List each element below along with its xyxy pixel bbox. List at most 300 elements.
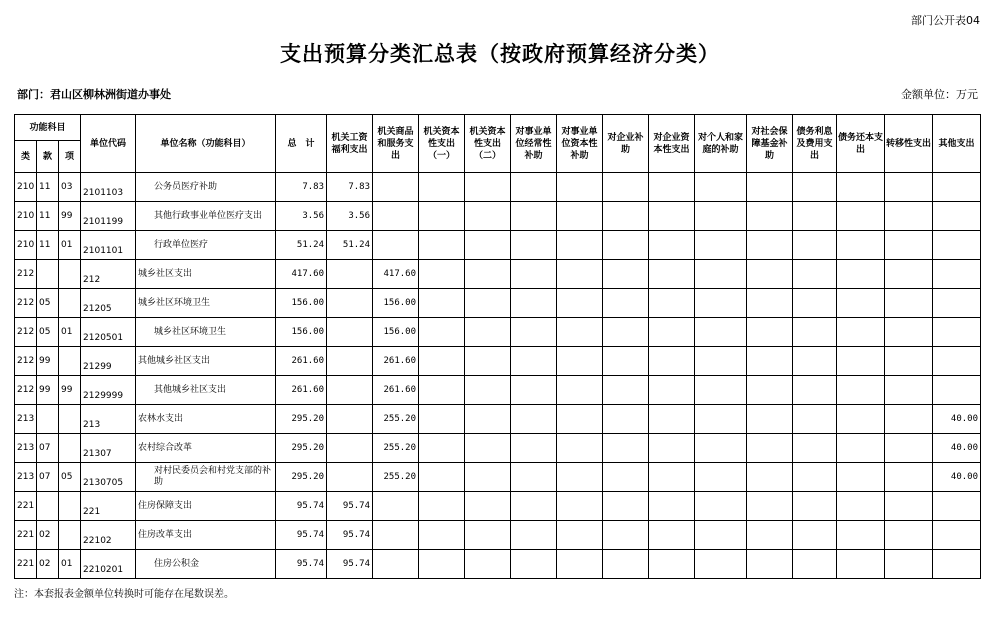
cell-col-1: 3.56 — [327, 202, 373, 231]
cell-col-3 — [419, 231, 465, 260]
cell-col-14 — [933, 202, 981, 231]
cell-col-13 — [885, 202, 933, 231]
cell-col-7 — [603, 231, 649, 260]
cell-col-13 — [885, 434, 933, 463]
cell-col-12 — [837, 434, 885, 463]
cell-xiang: 99 — [59, 202, 81, 231]
cell-col-8 — [649, 173, 695, 202]
cell-col-11 — [793, 202, 837, 231]
table-header — [15, 115, 981, 173]
cell-kuan: 02 — [37, 550, 59, 579]
cell-col-10 — [747, 202, 793, 231]
cell-total: 261.60 — [276, 376, 327, 405]
cell-col-6 — [557, 376, 603, 405]
cell-kuan: 02 — [37, 521, 59, 550]
cell-col-4 — [465, 405, 511, 434]
cell-col-13 — [885, 492, 933, 521]
cell-col-5 — [511, 347, 557, 376]
header-col-12: 债务还本支出 — [837, 115, 885, 173]
cell-col-1: 95.74 — [327, 492, 373, 521]
cell-xiang: 01 — [59, 318, 81, 347]
cell-unit-name: 城乡社区支出 — [136, 260, 276, 289]
cell-kuan: 05 — [37, 289, 59, 318]
cell-col-12 — [837, 202, 885, 231]
cell-col-3 — [419, 318, 465, 347]
cell-col-12 — [837, 463, 885, 492]
cell-col-13 — [885, 173, 933, 202]
cell-col-11 — [793, 463, 837, 492]
table-row — [15, 318, 981, 347]
cell-total: 295.20 — [276, 463, 327, 492]
table-row — [15, 347, 981, 376]
cell-col-6 — [557, 550, 603, 579]
header-func-subject: 功能科目 — [15, 115, 81, 141]
header-col-10: 对社会保障基金补助 — [747, 115, 793, 173]
header-col-5: 对事业单位经常性补助 — [511, 115, 557, 173]
footnote: 注：本套报表金额单位转换时可能存在尾数误差。 — [14, 589, 234, 600]
cell-unit-code: 2130705 — [81, 463, 136, 492]
header-col-13: 转移性支出 — [885, 115, 933, 173]
cell-col-4 — [465, 231, 511, 260]
cell-col-1 — [327, 405, 373, 434]
cell-col-10 — [747, 260, 793, 289]
cell-col-1 — [327, 289, 373, 318]
header-col-4: 机关资本性支出（二） — [465, 115, 511, 173]
cell-total: 51.24 — [276, 231, 327, 260]
cell-col-7 — [603, 521, 649, 550]
cell-col-1 — [327, 376, 373, 405]
cell-col-11 — [793, 376, 837, 405]
cell-xiang — [59, 260, 81, 289]
cell-unit-name: 其他城乡社区支出 — [136, 347, 276, 376]
cell-col-14 — [933, 376, 981, 405]
cell-unit-code: 22102 — [81, 521, 136, 550]
cell-xiang — [59, 434, 81, 463]
cell-unit-name: 城乡社区环境卫生 — [136, 318, 276, 347]
cell-total: 417.60 — [276, 260, 327, 289]
cell-col-3 — [419, 173, 465, 202]
table-row — [15, 492, 981, 521]
cell-col-12 — [837, 347, 885, 376]
cell-col-9 — [695, 260, 747, 289]
cell-xiang — [59, 492, 81, 521]
cell-col-14 — [933, 521, 981, 550]
cell-unit-code: 2101199 — [81, 202, 136, 231]
cell-col-7 — [603, 550, 649, 579]
cell-unit-name: 对村民委员会和村党支部的补助 — [136, 463, 276, 492]
header-col-9: 对个人和家庭的补助 — [695, 115, 747, 173]
table-row — [15, 173, 981, 202]
cell-unit-code: 221 — [81, 492, 136, 521]
cell-col-12 — [837, 376, 885, 405]
cell-col-2 — [373, 492, 419, 521]
cell-col-9 — [695, 202, 747, 231]
cell-xiang — [59, 347, 81, 376]
cell-col-13 — [885, 550, 933, 579]
cell-col-6 — [557, 318, 603, 347]
cell-col-3 — [419, 434, 465, 463]
cell-col-8 — [649, 289, 695, 318]
header-total: 总 计 — [276, 115, 327, 173]
cell-col-5 — [511, 492, 557, 521]
cell-col-5 — [511, 521, 557, 550]
cell-kuan: 07 — [37, 463, 59, 492]
cell-col-10 — [747, 347, 793, 376]
cell-total: 95.74 — [276, 521, 327, 550]
cell-col-10 — [747, 463, 793, 492]
cell-col-9 — [695, 434, 747, 463]
cell-col-9 — [695, 463, 747, 492]
cell-col-13 — [885, 463, 933, 492]
cell-col-14 — [933, 550, 981, 579]
cell-lei: 221 — [15, 521, 37, 550]
cell-kuan — [37, 260, 59, 289]
cell-col-12 — [837, 492, 885, 521]
cell-col-4 — [465, 550, 511, 579]
cell-col-8 — [649, 376, 695, 405]
cell-lei: 213 — [15, 434, 37, 463]
cell-col-3 — [419, 202, 465, 231]
cell-col-9 — [695, 173, 747, 202]
cell-lei: 212 — [15, 318, 37, 347]
cell-col-13 — [885, 260, 933, 289]
cell-lei: 210 — [15, 173, 37, 202]
cell-col-14: 40.00 — [933, 405, 981, 434]
cell-col-2 — [373, 231, 419, 260]
cell-lei: 212 — [15, 260, 37, 289]
cell-kuan — [37, 405, 59, 434]
page-title: 支出预算分类汇总表（按政府预算经济分类） — [280, 42, 720, 66]
header-col-2: 机关商品和服务支出 — [373, 115, 419, 173]
cell-xiang: 05 — [59, 463, 81, 492]
cell-lei: 210 — [15, 231, 37, 260]
cell-kuan: 11 — [37, 202, 59, 231]
cell-col-7 — [603, 347, 649, 376]
cell-col-12 — [837, 231, 885, 260]
cell-col-7 — [603, 376, 649, 405]
cell-xiang: 01 — [59, 550, 81, 579]
cell-xiang — [59, 521, 81, 550]
cell-col-1 — [327, 463, 373, 492]
cell-col-7 — [603, 463, 649, 492]
cell-col-11 — [793, 173, 837, 202]
cell-col-9 — [695, 318, 747, 347]
cell-col-4 — [465, 289, 511, 318]
cell-col-9 — [695, 289, 747, 318]
cell-col-10 — [747, 231, 793, 260]
cell-col-6 — [557, 405, 603, 434]
table-row — [15, 260, 981, 289]
cell-col-10 — [747, 521, 793, 550]
cell-col-13 — [885, 289, 933, 318]
cell-col-6 — [557, 492, 603, 521]
cell-col-2 — [373, 202, 419, 231]
table-number-label: 部门公开表04 — [911, 14, 980, 27]
cell-col-5 — [511, 434, 557, 463]
department-label: 部门：君山区柳林洲街道办事处 — [17, 88, 171, 101]
cell-col-4 — [465, 260, 511, 289]
cell-kuan: 11 — [37, 231, 59, 260]
cell-col-4 — [465, 521, 511, 550]
cell-col-11 — [793, 521, 837, 550]
cell-col-9 — [695, 376, 747, 405]
cell-col-13 — [885, 521, 933, 550]
cell-col-4 — [465, 202, 511, 231]
table-row — [15, 202, 981, 231]
cell-col-11 — [793, 492, 837, 521]
cell-col-2 — [373, 550, 419, 579]
cell-col-6 — [557, 463, 603, 492]
cell-col-7 — [603, 173, 649, 202]
cell-col-11 — [793, 260, 837, 289]
cell-col-7 — [603, 260, 649, 289]
cell-col-12 — [837, 521, 885, 550]
cell-col-2 — [373, 521, 419, 550]
cell-col-8 — [649, 231, 695, 260]
cell-col-9 — [695, 405, 747, 434]
table-row — [15, 463, 981, 492]
header-kuan: 款 — [37, 141, 59, 173]
cell-total: 295.20 — [276, 434, 327, 463]
cell-col-5 — [511, 260, 557, 289]
cell-col-12 — [837, 405, 885, 434]
cell-col-1 — [327, 434, 373, 463]
cell-kuan: 05 — [37, 318, 59, 347]
cell-col-10 — [747, 318, 793, 347]
cell-unit-code: 2210201 — [81, 550, 136, 579]
cell-col-12 — [837, 550, 885, 579]
header-col-7: 对企业补助 — [603, 115, 649, 173]
cell-col-8 — [649, 260, 695, 289]
cell-col-14 — [933, 289, 981, 318]
table-row — [15, 405, 981, 434]
cell-total: 95.74 — [276, 550, 327, 579]
header-col-3: 机关资本性支出（一） — [419, 115, 465, 173]
cell-col-6 — [557, 289, 603, 318]
cell-lei: 212 — [15, 376, 37, 405]
cell-xiang: 99 — [59, 376, 81, 405]
cell-unit-code: 2129999 — [81, 376, 136, 405]
cell-col-7 — [603, 405, 649, 434]
cell-col-10 — [747, 550, 793, 579]
table-row — [15, 434, 981, 463]
cell-col-4 — [465, 376, 511, 405]
header-col-11: 债务利息及费用支出 — [793, 115, 837, 173]
cell-col-2: 261.60 — [373, 347, 419, 376]
cell-col-12 — [837, 289, 885, 318]
cell-col-2: 255.20 — [373, 434, 419, 463]
cell-col-14: 40.00 — [933, 434, 981, 463]
cell-kuan: 07 — [37, 434, 59, 463]
cell-col-5 — [511, 550, 557, 579]
cell-xiang — [59, 405, 81, 434]
cell-unit-name: 其他城乡社区支出 — [136, 376, 276, 405]
cell-col-9 — [695, 521, 747, 550]
cell-col-4 — [465, 492, 511, 521]
cell-col-10 — [747, 492, 793, 521]
cell-col-1: 95.74 — [327, 550, 373, 579]
cell-col-7 — [603, 318, 649, 347]
cell-xiang: 03 — [59, 173, 81, 202]
table-row — [15, 289, 981, 318]
cell-total: 295.20 — [276, 405, 327, 434]
cell-col-7 — [603, 434, 649, 463]
cell-col-11 — [793, 289, 837, 318]
cell-lei: 212 — [15, 347, 37, 376]
cell-col-11 — [793, 405, 837, 434]
cell-unit-code: 21205 — [81, 289, 136, 318]
cell-col-14 — [933, 318, 981, 347]
cell-col-5 — [511, 318, 557, 347]
cell-total: 7.83 — [276, 173, 327, 202]
cell-lei: 221 — [15, 492, 37, 521]
cell-col-11 — [793, 318, 837, 347]
cell-col-3 — [419, 463, 465, 492]
cell-col-7 — [603, 202, 649, 231]
cell-col-11 — [793, 231, 837, 260]
cell-col-2: 156.00 — [373, 318, 419, 347]
cell-unit-code: 2101103 — [81, 173, 136, 202]
cell-col-5 — [511, 231, 557, 260]
cell-col-1 — [327, 260, 373, 289]
cell-xiang: 01 — [59, 231, 81, 260]
cell-col-8 — [649, 550, 695, 579]
cell-col-13 — [885, 318, 933, 347]
cell-col-5 — [511, 289, 557, 318]
cell-col-14 — [933, 347, 981, 376]
cell-col-8 — [649, 463, 695, 492]
cell-col-13 — [885, 347, 933, 376]
cell-kuan: 99 — [37, 376, 59, 405]
cell-unit-code: 2120501 — [81, 318, 136, 347]
cell-col-2: 261.60 — [373, 376, 419, 405]
cell-col-8 — [649, 405, 695, 434]
cell-unit-name: 住房保障支出 — [136, 492, 276, 521]
amount-unit-label: 金额单位：万元 — [901, 88, 978, 101]
cell-lei: 210 — [15, 202, 37, 231]
header-col-1: 机关工资福利支出 — [327, 115, 373, 173]
cell-col-6 — [557, 521, 603, 550]
cell-col-3 — [419, 550, 465, 579]
cell-lei: 213 — [15, 405, 37, 434]
cell-col-3 — [419, 492, 465, 521]
cell-col-10 — [747, 434, 793, 463]
cell-unit-name: 住房公积金 — [136, 550, 276, 579]
cell-total: 156.00 — [276, 289, 327, 318]
cell-col-6 — [557, 260, 603, 289]
cell-unit-name: 行政单位医疗 — [136, 231, 276, 260]
cell-col-5 — [511, 202, 557, 231]
cell-col-6 — [557, 347, 603, 376]
cell-unit-name: 住房改革支出 — [136, 521, 276, 550]
cell-col-4 — [465, 318, 511, 347]
cell-col-14: 40.00 — [933, 463, 981, 492]
header-xiang: 项 — [59, 141, 81, 173]
cell-unit-code: 213 — [81, 405, 136, 434]
cell-col-2: 255.20 — [373, 463, 419, 492]
cell-unit-name: 农村综合改革 — [136, 434, 276, 463]
cell-unit-code: 21299 — [81, 347, 136, 376]
cell-col-11 — [793, 434, 837, 463]
table-row — [15, 550, 981, 579]
cell-col-7 — [603, 289, 649, 318]
cell-col-9 — [695, 550, 747, 579]
cell-col-4 — [465, 173, 511, 202]
cell-col-2: 255.20 — [373, 405, 419, 434]
header-col-8: 对企业资本性支出 — [649, 115, 695, 173]
cell-col-6 — [557, 173, 603, 202]
cell-unit-name: 其他行政事业单位医疗支出 — [136, 202, 276, 231]
cell-col-7 — [603, 492, 649, 521]
cell-col-13 — [885, 376, 933, 405]
cell-col-11 — [793, 347, 837, 376]
cell-col-13 — [885, 231, 933, 260]
cell-col-1 — [327, 318, 373, 347]
cell-col-4 — [465, 347, 511, 376]
cell-col-11 — [793, 550, 837, 579]
cell-col-9 — [695, 231, 747, 260]
cell-col-12 — [837, 260, 885, 289]
cell-unit-code: 212 — [81, 260, 136, 289]
cell-col-1: 7.83 — [327, 173, 373, 202]
cell-unit-code: 21307 — [81, 434, 136, 463]
cell-col-5 — [511, 376, 557, 405]
header-unit-code: 单位代码 — [81, 115, 136, 173]
cell-col-1: 95.74 — [327, 521, 373, 550]
budget-table — [14, 114, 981, 579]
cell-xiang — [59, 289, 81, 318]
header-col-6: 对事业单位资本性补助 — [557, 115, 603, 173]
cell-col-2: 417.60 — [373, 260, 419, 289]
cell-col-8 — [649, 347, 695, 376]
cell-col-3 — [419, 347, 465, 376]
cell-col-14 — [933, 173, 981, 202]
header-lei: 类 — [15, 141, 37, 173]
table-row — [15, 231, 981, 260]
cell-lei: 213 — [15, 463, 37, 492]
cell-col-8 — [649, 521, 695, 550]
cell-col-3 — [419, 405, 465, 434]
cell-col-12 — [837, 173, 885, 202]
cell-col-6 — [557, 231, 603, 260]
table-body — [15, 173, 981, 579]
cell-kuan: 11 — [37, 173, 59, 202]
cell-col-14 — [933, 231, 981, 260]
cell-col-4 — [465, 434, 511, 463]
cell-col-13 — [885, 405, 933, 434]
cell-col-6 — [557, 202, 603, 231]
cell-col-8 — [649, 202, 695, 231]
cell-col-1: 51.24 — [327, 231, 373, 260]
cell-col-10 — [747, 376, 793, 405]
cell-col-4 — [465, 463, 511, 492]
cell-lei: 212 — [15, 289, 37, 318]
table-row — [15, 521, 981, 550]
cell-col-3 — [419, 260, 465, 289]
cell-total: 156.00 — [276, 318, 327, 347]
cell-col-8 — [649, 434, 695, 463]
cell-col-3 — [419, 521, 465, 550]
cell-unit-name: 城乡社区环境卫生 — [136, 289, 276, 318]
header-unit-name: 单位名称（功能科目） — [136, 115, 276, 173]
cell-col-8 — [649, 318, 695, 347]
cell-unit-name: 农林水支出 — [136, 405, 276, 434]
cell-col-14 — [933, 492, 981, 521]
cell-col-3 — [419, 289, 465, 318]
cell-kuan — [37, 492, 59, 521]
cell-col-10 — [747, 405, 793, 434]
cell-col-5 — [511, 173, 557, 202]
